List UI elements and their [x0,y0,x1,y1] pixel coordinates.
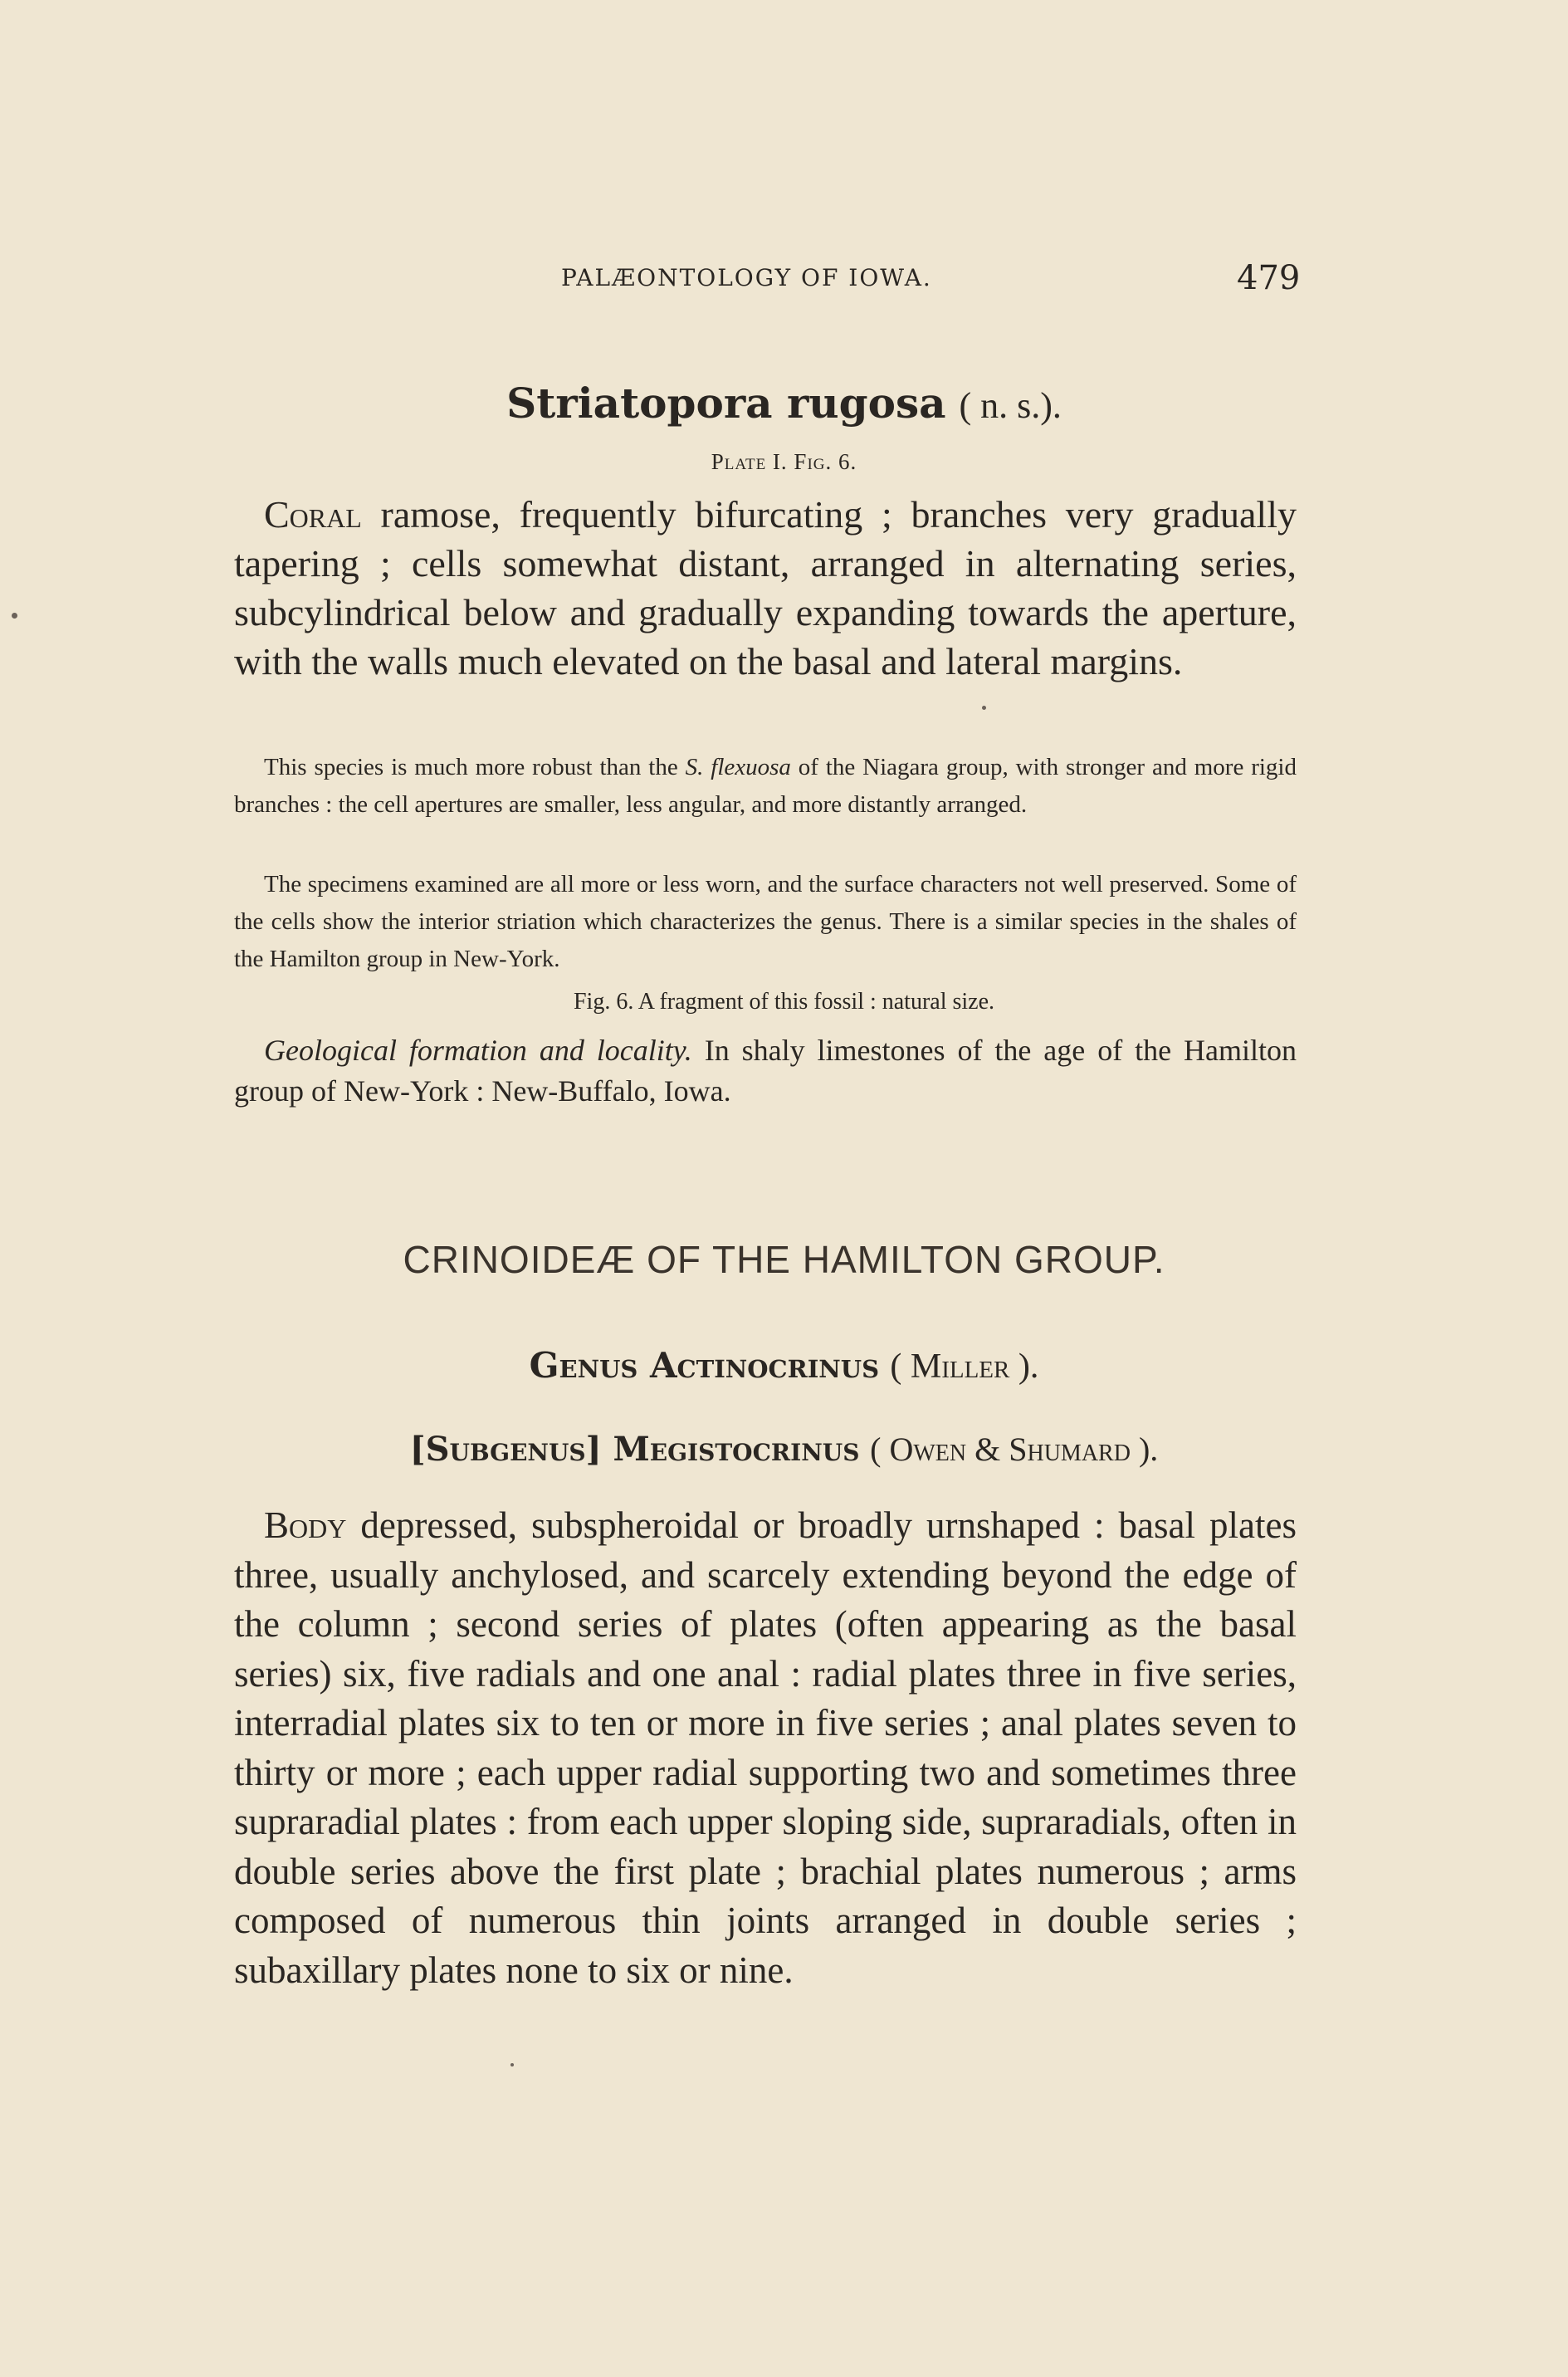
running-head: PALÆONTOLOGY OF IOWA. [561,264,932,291]
genus-description [234,1501,1297,1995]
remarks-text-b: of the Niagara group, with stronger and more rigid branches : the cell apertures are smaller, less angular, and more distantly arranged. [234,754,1297,818]
remarks-text-a: This species is much more robust than the [264,754,686,780]
body-lead: Body [264,1504,347,1546]
genus-label: Genus Actinocrinus [529,1345,880,1386]
remarks-species-ref: S. flexuosa [685,754,791,780]
genus-heading [0,1345,1568,1387]
paper-speck [510,2063,514,2066]
subgenus-label: [Subgenus] Megistocrinus [409,1430,860,1469]
page-number: 479 [1237,259,1301,297]
subgenus-heading [0,1430,1568,1469]
paper-speck [982,706,986,710]
locality-label: Geological formation and locality. [264,1034,692,1067]
species-name: Striatopora rugosa [506,379,946,428]
locality-text: In shaly limestones of the age of the Hamilton group of New-York : New-Buffalo, Iowa. [234,1034,1297,1108]
locality-paragraph [234,1030,1297,1112]
genus-author: ( Miller ). [890,1347,1039,1386]
description-text: ramose, frequently bifurcating ; branches very gradually tapering ; cells somewhat distant, arranged in alternating series, subcylindrical below and gradually expanding towards the aperture, with the walls much elevated on the basal and lateral margins. [234,493,1297,682]
body-text: depressed, subspheroidal or broadly urnshaped : basal plates three, usually anchylosed, and scarcely extending beyond the edge of the column ; second series of plates (often appearing as the basal series) six, five radials and one anal : radial plates three in five series, interradial plates six to ten or more in five series ; anal plates seven to thirty or more ; each upper radial supporting two and sometimes three supraradial plates : from each upper sloping side, supraradials, often in double series above the first plate ; brachial plates numerous ; arms composed of numerous thin joints arranged in double series ; subaxillary plates none to six or nine. [234,1504,1297,1991]
description-lead: Coral [264,493,362,536]
species-description [234,490,1297,686]
species-title [0,379,1568,428]
remarks-paragraph-2 [234,866,1297,978]
plate-reference: Plate I. Fig. 6. [711,449,857,474]
section-heading: CRINOIDEÆ OF THE HAMILTON GROUP. [403,1238,1165,1281]
figure-caption: Fig. 6. A fragment of this fossil : natural size. [573,989,995,1015]
paper-speck [12,613,17,619]
subgenus-author: ( Owen & Shumard ). [870,1431,1159,1468]
species-tag: ( n. s.). [959,385,1062,426]
remarks-text-c: The specimens examined are all more or less worn, and the surface characters not well preserved. Some of the cells show the interior striation which characterizes the genus. There is a similar species in the shales of the Hamilton group in New-York. [234,871,1297,972]
remarks-paragraph-1 [234,749,1297,824]
